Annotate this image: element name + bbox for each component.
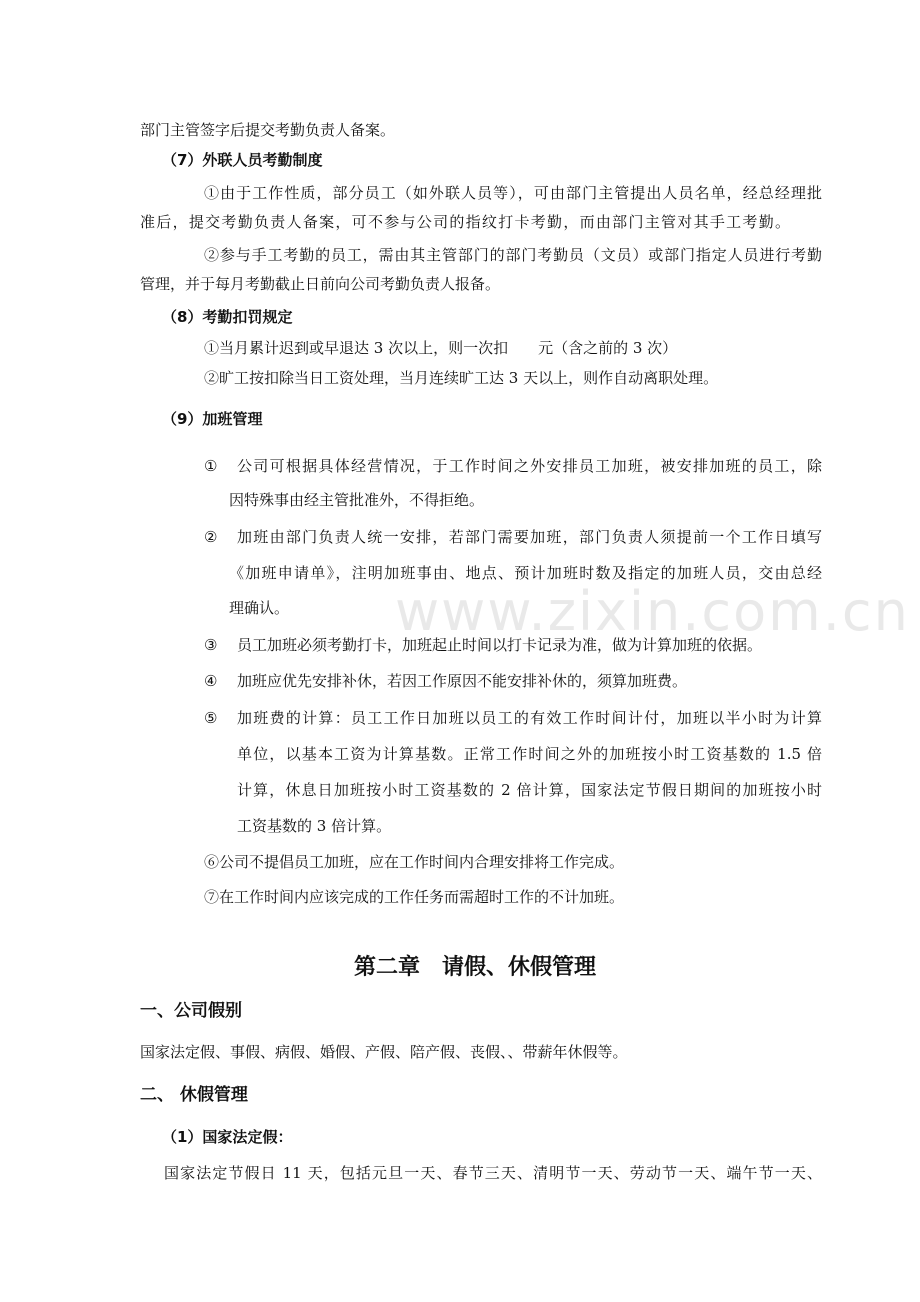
- list-item-line: 员工加班必须考勤打卡，加班起止时间以打卡记录为准，做为计算加班的依据。: [237, 636, 763, 654]
- list-number: ④: [204, 672, 218, 690]
- paragraph-line: 国家法定节假日 11 天，包括元旦一天、春节三天、清明节一天、劳动节一天、端午节一天、: [164, 1164, 822, 1182]
- list-item-line: ⑦在工作时间内应该完成的工作任务而需超时工作的不计加班。: [204, 888, 625, 906]
- list-item-line: 加班费的计算：员工工作日加班以员工的有效工作时间计付，加班以半小时为计算: [237, 709, 822, 727]
- section-heading-9: （9）加班管理: [162, 410, 263, 428]
- paragraph-line: 部门主管签字后提交考勤负责人备案。: [140, 121, 396, 139]
- subsection-heading: （1）国家法定假：: [162, 1128, 293, 1146]
- list-item-line: 《加班申请单》，注明加班事由、地点、预计加班时数及指定的加班人员，交由总经: [229, 564, 822, 582]
- list-number: ①: [204, 457, 218, 475]
- list-item-line: 公司可根据具体经营情况，于工作时间之外安排员工加班，被安排加班的员工，除: [237, 457, 822, 475]
- list-item-line: 计算，休息日加班按小时工资基数的 2 倍计算，国家法定节假日期间的加班按小时: [237, 781, 822, 799]
- list-item-line: 单位，以基本工资为计算基数。正常工作时间之外的加班按小时工资基数的 1.5 倍: [237, 745, 822, 763]
- section-heading-2: 二、 休假管理: [140, 1085, 248, 1105]
- paragraph-line: ①由于工作性质，部分员工（如外联人员等），可由部门主管提出人员名单，经总经理批: [204, 184, 822, 202]
- paragraph-line: 准后，提交考勤负责人备案，可不参与公司的指纹打卡考勤，而由部门主管对其手工考勤。: [140, 213, 790, 231]
- watermark: www.zixin.com.cn: [395, 580, 910, 643]
- section-heading-8: （8）考勤扣罚规定: [162, 308, 293, 326]
- paragraph-line: 国家法定假、事假、病假、婚假、产假、陪产假、丧假、、带薪年休假等。: [140, 1043, 628, 1061]
- list-item-line: ⑥公司不提倡员工加班，应在工作时间内合理安排将工作完成。: [204, 853, 625, 871]
- paragraph-line: ②参与手工考勤的员工，需由其主管部门的部门考勤员（文员）或部门指定人员进行考勤: [204, 246, 822, 264]
- chapter-title: 第二章 请假、休假管理: [354, 955, 597, 980]
- paragraph-line: 管理，并于每月考勤截止日前向公司考勤负责人报备。: [140, 275, 501, 293]
- list-item-line: 加班由部门负责人统一安排，若部门需要加班，部门负责人须提前一个工作日填写: [237, 528, 822, 546]
- list-item-line: 因特殊事由经主管批准外，不得拒绝。: [229, 491, 485, 509]
- list-item-line: 加班应优先安排补休，若因工作原因不能安排补休的，须算加班费。: [237, 672, 688, 690]
- section-heading-7: （7）外联人员考勤制度: [162, 151, 323, 169]
- list-item-line: 工资基数的 3 倍计算。: [237, 817, 392, 835]
- section-heading-1: 一、公司假别: [140, 1001, 242, 1021]
- paragraph-line: ②旷工按扣除当日工资处理，当月连续旷工达 3 天以上，则作自动离职处理。: [204, 369, 719, 387]
- list-item-line: 理确认。: [229, 599, 290, 617]
- paragraph-line: ①当月累计迟到或早退达 3 次以上，则一次扣 元（含之前的 3 次）: [204, 339, 678, 357]
- list-number: ②: [204, 528, 218, 546]
- list-number: ③: [204, 636, 218, 654]
- list-number: ⑤: [204, 709, 218, 727]
